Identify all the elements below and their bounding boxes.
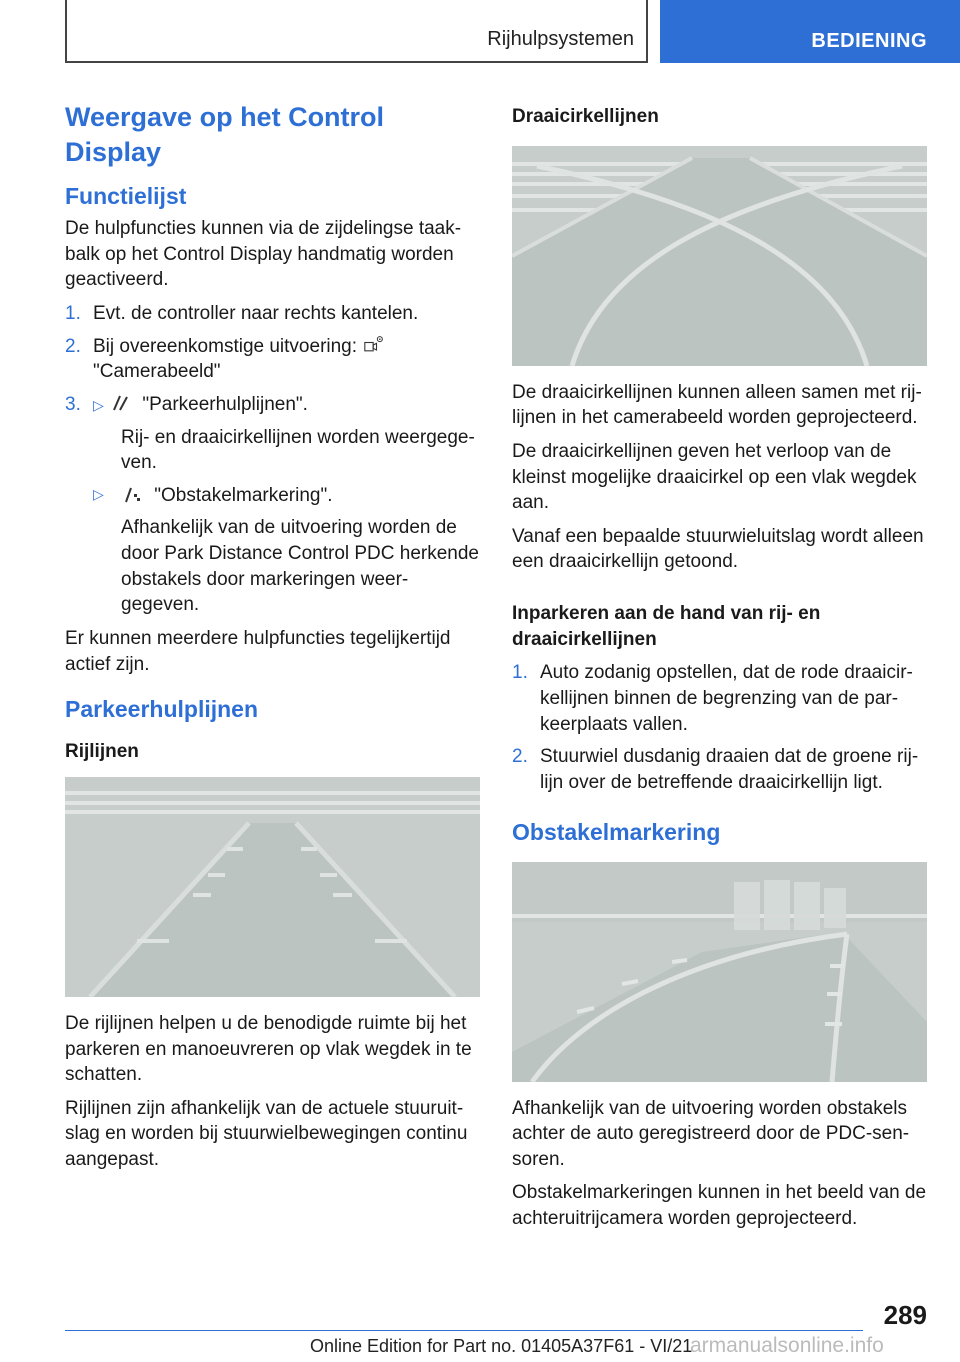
draai-text-3: Vanaf een bepaalde stuurwieluitslag wordt alleen een draaicirkellijn getoond. xyxy=(512,525,924,573)
rijlijnen-text-1: De rijlijnen helpen u de benodigde ruimte bij het parkeren en manoeuvreren op vlak wegdek in te schatten. xyxy=(65,1012,472,1086)
footer-divider xyxy=(65,1330,863,1331)
header-section-label: BEDIENING xyxy=(811,30,927,52)
right-column xyxy=(512,100,927,1240)
step-2: 2. Bij overeenkomstige uitvoering: "Camerabeeld" xyxy=(65,334,480,385)
obstakel-text-2: Obstakelmarkeringen kunnen in het beeld van de achteruitrijcamera worden geprojecteerd. xyxy=(512,1182,927,1230)
main-heading: Weergave op het Control Display xyxy=(65,102,385,168)
obstakelmarkering-figure xyxy=(512,862,927,1082)
header-title-box xyxy=(65,0,648,63)
edition-text: Online Edition for Part no. 01405A37F61 - VI/21 xyxy=(310,1336,693,1356)
parkeerhulplijnen-heading: Parkeerhulplijnen xyxy=(65,696,259,723)
left-column xyxy=(65,100,480,1181)
obstakel-text-1: Afhankelijk van de uitvoering worden obstakels achter de auto geregistreerd door de PDC-sensoren. xyxy=(512,1097,910,1170)
watermark: armanualsonline.info xyxy=(690,1334,884,1357)
step-1: 1. Evt. de controller naar rechts kantelen. xyxy=(65,303,419,324)
step-3: 3. ▷ "Parkeerhulplijnen". xyxy=(65,393,308,415)
functielijst-steps xyxy=(65,301,480,618)
inparkeren-heading: Inparkeren aan de hand van rij- en draaicirkellijnen xyxy=(512,603,821,650)
sub-step-obstakel: ▷ "Obstakelmarkering". xyxy=(93,484,333,506)
obstakelmarkering-heading: Obstakelmarkering xyxy=(512,818,721,845)
parking-lines-icon xyxy=(111,393,131,413)
functielijst-heading: Functielijst xyxy=(65,183,187,210)
inparkeren-steps xyxy=(512,660,927,795)
draaicirkellijnen-figure xyxy=(512,146,927,366)
after-steps-text: Er kunnen meerdere hulpfuncties tegelijkertijd actief zijn. xyxy=(65,628,451,675)
functielijst-intro: De hulpfuncties kunnen via de zijdelingse taakbalk op het Control Display handmatig worden geactiveerd. xyxy=(65,218,462,291)
page-number: 289 xyxy=(883,1300,927,1330)
inparkeren-step-1: 1. Auto zodanig opstellen, dat de rode draaicirkellijnen binnen de begrenzing van de parkeerplaats vallen. xyxy=(512,662,913,735)
step-3-detail: Rij- en draaicirkellijnen worden weergegeven. xyxy=(121,426,475,474)
draai-text-2: De draaicirkellijnen geven het verloop van de kleinst mogelijke draaicirkel op een vlak wegdek aan. xyxy=(512,440,917,514)
inparkeren-step-2: 2. Stuurwiel dusdanig draaien dat de groene rijlijn over de betreffende draaicirkellijn ligt. xyxy=(512,746,919,793)
header-section-tab xyxy=(660,0,960,63)
draai-text-1: De draaicirkellijnen kunnen alleen samen met rijlijnen in het camerabeeld worden geprojecteerd. xyxy=(512,381,922,429)
sub-step-detail: Afhankelijk van de uitvoering worden de door Park Distance Control PDC herkende obstakels door markeringen weergegeven. xyxy=(121,517,480,616)
camera-settings-icon xyxy=(364,335,384,355)
rijlijnen-figure xyxy=(65,777,480,997)
draaicirkellijnen-heading: Draaicirkellijnen xyxy=(512,106,659,127)
rijlijnen-heading: Rijlijnen xyxy=(65,741,139,763)
obstacle-marking-icon xyxy=(123,484,143,504)
header-title: Rijhulpsystemen xyxy=(487,28,634,50)
rijlijnen-text-2: Rijlijnen zijn afhankelijk van de actuele stuuruitslag en worden bij stuurwielbewegingen continu aangepast. xyxy=(65,1097,468,1171)
